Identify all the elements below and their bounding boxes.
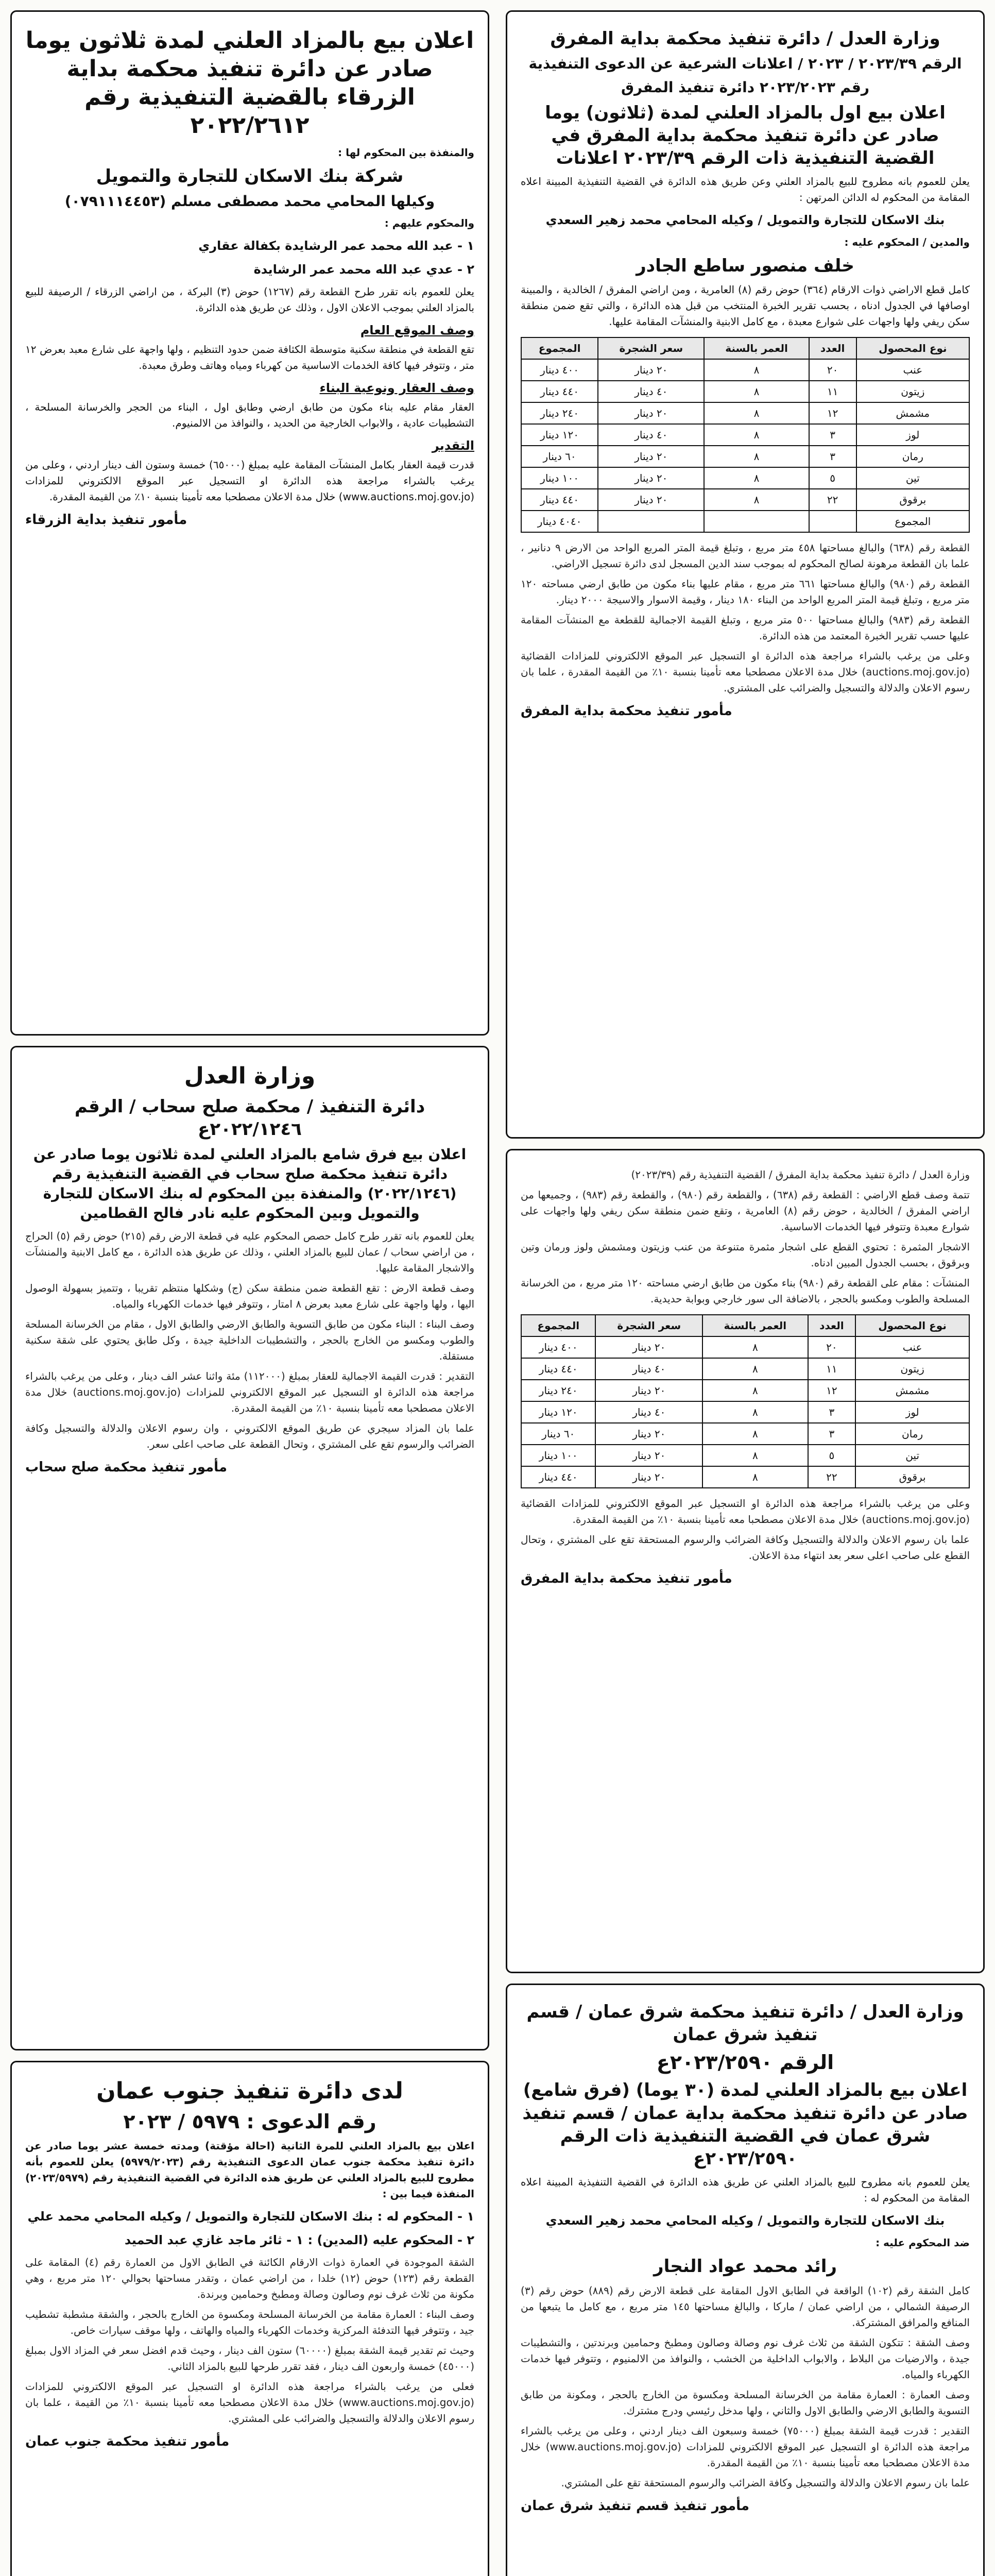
section-title-valuation: التقدير [432,438,474,453]
section-title-building: وصف العقار ونوعية البناء [319,380,474,395]
notice-ministry: وزارة العدل [184,1063,316,1089]
left-column [10,10,489,2576]
table-cell: ٢٤٠ دينار [521,402,598,424]
notice-headline: اعلان بيع بالمزاد العلني لمدة ثلاثون يوما صادر عن دائرة تنفيذ محكمة بداية الزرقاء بالقضية التنفيذية رقم ٢٠٢٢/٢٦١٢ [25,27,474,139]
table-cell: ٨ [702,1445,808,1466]
table-cell: ٤٠ دينار [598,424,704,446]
table-cell: برقوق [855,1466,969,1488]
notice-signature: مأمور تنفيذ محكمة صلح سحاب [25,1459,227,1475]
table-cell: ٤٤٠ دينار [521,489,598,511]
table-cell: ٨ [704,489,809,511]
notice-paragraph: وعلى من يرغب بالشراء مراجعة هذه الدائرة او التسجيل عبر الموقع الالكتروني للمزادات القضائية (auctions.moj.gov.jo) خلال مدة الاعلان مصطحبا معه تأمينا بنسبة ١٠٪ من القيمة المقدرة. [521,1497,970,1526]
table-row [521,1423,969,1445]
table-cell: ٢٠ دينار [595,1423,702,1445]
notice-paragraph: يعلن للعموم بانه تقرر طرح كامل حصص المحكوم عليه في قطعة الارض رقم (٢١٥) حوض رقم (٥) الحراج ، من اراضي سحاب / عمان للبيع بالمزاد العلني ، وذلك عن طريق هذه الدائرة ، مع كامل الابنية والمنشآت والاشجار المقامة عليها. [25,1229,474,1274]
notice-intro: يعلن للعموم بانه مطروح للبيع بالمزاد العلني عن طريق هذه الدائرة في القضية التنفيذية المبينة اعلاه المقامة من المحكوم له : [521,2176,970,2205]
notice-paragraph: القطعة رقم (٦٣٨) والبالغ مساحتها ٤٥٨ متر مربع ، وتبلغ قيمة المتر المربع الواحد من الارض ٩ دنانير ، علما بان القطعة مرهونة لصالح المحكوم له بموجب سند الدين المسجل لدى دائرة تسجيل الاراضي. [521,541,970,570]
table-cell: رمان [856,446,969,467]
notice-mafraq-continuation [506,1149,985,1973]
debtor-label: ضد المحكوم عليه : [876,2236,970,2249]
notice-case-line-2: رقم ٢٠٢٣/٢٠٢٣ دائرة تنفيذ المفرق [621,78,869,96]
notice-paragraph: التقدير : قدرت القيمة الاجمالية للعقار بمبلغ (١١٢٠٠٠) مئة واثنا عشر الف دينار ، وعلى من يرغب بالشراء مراجعة هذه الدائرة او التسجيل عبر الموقع الالكتروني للمزادات (auctions.moj.gov.jo) خلال مدة الاعلان مصطحبا معه تأمينا بنسبة ١٠٪ من القيمة المقدرة. [25,1369,474,1414]
table-cell: ١٢٠ دينار [521,1401,595,1423]
table-cell: ٢٠ دينار [595,1445,702,1466]
trees-table-body [521,1336,969,1488]
table-cell [704,511,809,532]
notice-paragraphs [521,540,970,696]
table-row [521,1358,969,1380]
notice-signature: مأمور تنفيذ محكمة بداية المفرق [521,703,732,719]
table-cell: ٣ [808,1401,856,1423]
notice-paragraph: وحيث تم تقدير قيمة الشقة بمبلغ (٦٠٠٠٠) ستون الف دينار ، وحيث قدم افضل سعر في المزاد الاول بمبلغ (٤٥٠٠٠) خمسة واربعون الف دينار ، فقد تقرر طرحها للبيع بالمزاد الثاني. [25,2344,474,2372]
table-header-cell: سعر الشجرة [595,1315,702,1336]
table-cell: ٨ [702,1358,808,1380]
table-cell: ٢٠ دينار [595,1380,702,1401]
notice-body: يعلن للعموم بانه تقرر طرح القطعة رقم (١٢٦٧) حوض (٣) البركة ، من اراضي الزرقاء / الرصيفة للبيع بالمزاد العلني بموجب الاعلان الاول ، وذلك عن طريق هذه الدائرة. [25,285,474,314]
table-row [521,467,969,489]
table-cell: ٣ [808,1423,856,1445]
notice-south-amman-auction [10,2061,489,2576]
notice-case-line: الرقم ٢٠٢٣/٣٩ / ٢٠٢٣ / اعلانات الشرعية عن الدعوى التنفيذية [528,55,962,73]
table-cell: ١٠٠ دينار [521,467,598,489]
table-cell: ٨ [704,381,809,402]
table-header-cell: نوع المحصول [856,337,969,359]
notice-paragraph: علما بان رسوم الاعلان والدلالة والتسجيل وكافة الضرائب والرسوم المستحقة تقع على المشتري. [561,2477,970,2489]
table-cell: تين [856,467,969,489]
notice-headline: اعلان بيع بالمزاد العلني للمرة الثانية (احالة مؤقتة) ومدته خمسة عشر يوما صادر عن دائرة تنفيذ محكمة جنوب عمان الدعوى التنفيذية رقم (٥٩٧٩/٢٠٢٣) يعلن للعموم بأنه مطروح للبيع بالمزاد العلني عن طريق هذه الدائرة في القضية التنفيذية رقم (٢٠٢٣/٥٩٧٩) المنفذة فيما بين : [25,2140,475,2200]
company-label: والمنفذة بين المحكوم لها : [338,146,474,159]
table-cell: ٢٠ دينار [595,1466,702,1488]
notice-signature: مأمور تنفيذ محكمة جنوب عمان [25,2434,230,2449]
trees-table [521,337,970,533]
trees-table-header [521,1315,969,1336]
table-row [521,511,969,532]
table-row [521,424,969,446]
table-cell: ٢٠ [808,1336,856,1358]
table-cell: ٤٠ دينار [595,1358,702,1380]
table-cell: زيتون [856,381,969,402]
table-row [521,446,969,467]
notice-headline: اعلان بيع فرق شامع بالمزاد العلني لمدة ثلاثون يوما صادر عن دائرة تنفيذ محكمة صلح سحاب في القضية التنفيذية رقم (٢٠٢٢/١٢٤٦) والمنفذة بين المحكوم له بنك الاسكان للتجارة والتمويل وبين المحكوم عليه نادر فالح القطامين [33,1146,467,1222]
notice-paragraph: وصف البناء : العمارة مقامة من الخرسانة المسلحة ومكسوة من الخارج بالحجر ، والشقة مشطبة تشطيب جيد ، وتتوفر فيها التدفئة المركزية وخدمات الكهرباء والمياه والهاتف ، ولها موقف سيارات خاص. [25,2308,474,2336]
table-cell: ١٢٠ دينار [521,424,598,446]
notice-signature: مأمور تنفيذ محكمة بداية المفرق [521,1571,732,1586]
table-cell: ٢٤٠ دينار [521,1380,595,1401]
table-cell: ٨ [702,1401,808,1423]
table-cell: ٤٠ دينار [598,381,704,402]
notice-case-line: دائرة التنفيذ / محكمة صلح سحاب / الرقم ٢٠٢٢/١٢٤٦ع [74,1096,425,1140]
notice-paragraphs [521,2283,970,2491]
table-cell: ٨ [704,359,809,381]
table-cell: ٦٠ دينار [521,1423,595,1445]
section-text-building: العقار مقام عليه بناء مكون من طابق ارضي وطابق اول ، البناء من الحجر والخرسانة المسلحة ، التشطيبات عادية ، والابواب الخارجية من الحديد ، والنوافذ من الالمنيوم. [25,400,474,429]
notice-paragraph: كامل الشقة رقم (١٠٢) الواقعة في الطابق الاول المقامة على قطعة الارض رقم (٨٨٩) حوض رقم (٣) الرصيفة الشمالي ، من اراضي عمان / ماركا ، والبالغ مساحتها ١٤٥ متر مربع ، مع كامل ما يتبعها من المنافع والمرافق المشتركة. [521,2284,970,2329]
table-cell: ١٢ [809,402,856,424]
debtor-label: والمدين / المحكوم عليه : [844,236,970,249]
notice-ministry: وزارة العدل / دائرة تنفيذ محكمة بداية المفرق [550,28,940,49]
table-cell: ٢٠ دينار [598,446,704,467]
section-text-location: تقع القطعة في منطقة سكنية متوسطة الكثافة ضمن حدود التنظيم ، ولها واجهة على شارع معبد بعرض ١٢ متر ، وتتوفر فيها كافة الخدمات الاساسية من كهرباء ومياه وهاتف وطرق معبدة. [25,343,474,371]
table-header-cell: المجموع [521,1315,595,1336]
notice-paragraph: وعلى من يرغب بالشراء مراجعة هذه الدائرة او التسجيل عبر الموقع الالكتروني للمزادات القضائية (auctions.moj.gov.jo) خلال مدة الاعلان مصطحبا معه تأمينا بنسبة ١٠٪ من القيمة المقدرة ، علما بان رسوم الاعلان والدلالة والتسجيل والضرائب على المشتري. [521,649,970,694]
table-cell: رمان [855,1423,969,1445]
notice-paragraph: التقدير : قدرت قيمة الشقة بمبلغ (٧٥٠٠٠) خمسة وسبعون الف دينار اردني ، وعلى من يرغب بالشراء مراجعة هذه الدائرة او التسجيل عبر الموقع الالكتروني للمزادات (www.auctions.moj.gov.jo) خلال مدة الاعلان مصطحبا معه تأمينا بنسبة ١٠٪ من القيمة المقدرة. [521,2425,970,2469]
table-cell: ١٢ [808,1380,856,1401]
table-cell: ٨ [702,1380,808,1401]
notice-paragraph: وزارة العدل / دائرة تنفيذ محكمة بداية المفرق / القضية التنفيذية رقم (٢٠٢٣/٣٩) [631,1168,970,1181]
table-cell: لوز [855,1401,969,1423]
table-cell: ٨ [704,467,809,489]
table-cell: ٢٢ [809,489,856,511]
notice-paragraph: وصف قطعة الارض : تقع القطعة ضمن منطقة سكن (ج) وشكلها منتظم تقريبا ، وتتميز بسهولة الوصول اليها ، ولها واجهة على شارع معبد بعرض ٨ امتار ، وتتوفر فيها خدمات الكهرباء والمياه. [25,1281,474,1310]
creditor-name: بنك الاسكان للتجارة والتمويل / وكيله المحامي محمد زهير السعدي [545,2213,945,2228]
table-cell: ٢٠ دينار [598,359,704,381]
debtor-name: رائد محمد عواد النجار [654,2256,837,2277]
notice-sahab-auction [10,1046,489,2050]
notice-paragraph: القطعة رقم (٩٨٣) والبالغ مساحتها ٥٠٠ متر مربع ، وتبلغ القيمة الاجمالية للقطعة مع المنشآت المقامة عليها حسب تقرير الخبرة المعتمد من هذه الدائرة. [521,613,970,642]
notice-ministry: وزارة العدل / دائرة تنفيذ محكمة شرق عمان / قسم تنفيذ شرق عمان [526,2002,964,2045]
lawyer-name: وكيلها المحامي محمد مصطفى مسلم (٠٧٩١١١٤٤٥٣) [64,193,435,210]
table-cell: تين [855,1445,969,1466]
table-cell: ٦٠ دينار [521,446,598,467]
table-cell: ٨ [704,402,809,424]
company-name: شركة بنك الاسكان للتجارة والتمويل [96,166,404,187]
table-row [521,381,969,402]
table-cell: ٣ [809,424,856,446]
notice-paragraph: علما بان رسوم الاعلان والدلالة والتسجيل وكافة الضرائب والرسوم المستحقة تقع على المشتري ، وتحال القطع على صاحب اعلى سعر بعد انتهاء مدة الاعلان. [521,1533,970,1562]
notice-paragraph: فعلى من يرغب بالشراء مراجعة هذه الدائرة او التسجيل عبر الموقع الالكتروني للمزادات (www.auctions.moj.gov.jo) خلال مدة الاعلان مصطحبا معه تأمينا بنسبة ١٠٪ من القيمة ، علما بان رسوم الاعلان والدلالة والتسجيل والضرائب على المشتري. [25,2380,474,2425]
notice-paragraph: وصف البناء : البناء مكون من طابق التسوية والطابق الارضي والطابق الاول ، مقام من الخرسانة المسلحة والطوب ومكسو من الخارج بالحجر ، والتشطيبات الداخلية جيدة ، وكل طابق يحتوي على شقة سكنية مستقلة. [25,1317,474,1362]
table-cell: ٥ [808,1445,856,1466]
notice-case-number: رقم الدعوى : ٥٩٧٩ / ٢٠٢٣ [123,2110,376,2133]
table-cell: ٢٠ دينار [598,489,704,511]
creditor-name: بنك الاسكان للتجارة والتمويل / وكيله المحامي محمد زهير السعدي [545,213,945,228]
table-row [521,1336,969,1358]
table-cell: ٤٤٠ دينار [521,1466,595,1488]
table-cell: ٤٤٠ دينار [521,1358,595,1380]
notice-headline: اعلان بيع بالمزاد العلني لمدة (٣٠ يوما) (فرق شامع) صادر عن دائرة تنفيذ محكمة بداية عمان / قسم تنفيذ شرق عمان في القضية التنفيذية ذات الرقم ٢٠٢٣/٢٥٩٠ع [522,2080,968,2169]
trees-table-header [521,337,969,359]
notice-paragraph: الاشجار المثمرة : تحتوي القطع على اشجار مثمرة متنوعة من عنب وزيتون ومشمش ولوز ورمان وتين وبرقوق ، بحسب الجدول المبين ادناه. [521,1241,970,1269]
notice-headline: اعلان بيع اول بالمزاد العلني لمدة (ثلاثون) يوما صادر عن دائرة تنفيذ محكمة بداية المفرق في القضية التنفيذية ذات الرقم ٢٠٢٣/٣٩ اعلانات [545,102,946,169]
table-row [521,1380,969,1401]
notice-paragraph: الشقة الموجودة في العمارة ذوات الارقام الكائنة في الطابق الاول من العمارة رقم (٤) المقامة على القطعة رقم (١٢٣) حوض (١٢) خلدا ، من اراضي عمان ، وتقدر مساحتها بحوالي ١٢٠ متر مربع ، وهي مكونة من ثلاث غرف نوم وصالون وصالة ومطبخ وحمامين وبرندة. [25,2256,474,2300]
table-cell: مشمش [855,1380,969,1401]
section-text-valuation: قدرت قيمة العقار بكامل المنشآت المقامة عليه بمبلغ (٦٥٠٠٠) خمسة وستون الف دينار اردني ، وعلى من يرغب بالشراء مراجعة هذه الدائرة او التسجيل عبر الموقع الالكتروني للمزادات (www.auctions.moj.gov.jo) خلال مدة الاعلان مصطحبا معه تأمينا بنسبة ١٠٪ من القيمة المقدرة. [25,458,474,503]
notice-paragraph: وصف الشقة : تتكون الشقة من ثلاث غرف نوم وصالة وصالون ومطبخ وحمامين وبرندتين ، والتشطيبات جيدة ، والارضيات من البلاط ، والابواب الداخلية من الخشب ، والنوافذ من الالمنيوم ، وتتوفر فيها خدمات الكهرباء والمياه. [521,2336,970,2381]
table-cell: ٤٤٠ دينار [521,381,598,402]
notice-paragraph: علما بان المزاد سيجري عن طريق الموقع الالكتروني ، وان رسوم الاعلان والدلالة والتسجيل وكافة الضرائب والرسوم تقع على المشتري ، وتحال القطعة على صاحب اعلى سعر. [25,1421,474,1450]
table-cell: ٨ [704,446,809,467]
table-cell: زيتون [855,1358,969,1380]
notice-paragraph: المنشآت : مقام على القطعة رقم (٩٨٠) بناء مكون من طابق ارضي مساحته ١٢٠ متر مربع ، من الخرسانة المسلحة والطوب ومكسو بالحجر ، بالاضافة الى سور خارجي وبوابة حديدية. [521,1277,970,1305]
table-cell [598,511,704,532]
table-row [521,1401,969,1423]
trees-table-body [521,359,969,532]
notice-paragraphs [25,1228,474,1452]
table-cell: ١١ [809,381,856,402]
table-header-cell: العمر بالسنة [704,337,809,359]
table-header-cell: المجموع [521,337,598,359]
section-title-location: وصف الموقع العام [360,323,474,337]
notice-paragraphs [521,1496,970,1564]
notice-paragraph: تتمة وصف قطع الاراضي : القطعة رقم (٦٣٨) ، والقطعة رقم (٩٨٠) ، والقطعة رقم (٩٨٣) ، وجميعها من اراضي المفرق / الخالدية ، حوض رقم (٨) العامرية ، وتقع ضمن منطقة سكن ريفي ولها واجهات على شوارع معبدة وتتوفر فيها الخدمات الاساسية. [521,1189,970,1233]
trees-table [521,1314,970,1488]
table-cell: ١٠٠ دينار [521,1445,595,1466]
notice-body: كامل قطع الاراضي ذوات الارقام (٣٦٤) حوض رقم (٨) العامرية ، ومن اراضي المفرق / الخالدية ، والمبينة اوصافها في الجدول ادناه ، بحسب تقرير الخبرة المنتخب من قبل هذه الدائرة ، والتي تقع ضمن منطقة سكن ريفي ولها واجهات على شوارع معبدة ، مع كامل الابنية والمنشآت المقامة عليها. [521,283,970,328]
defendant-item: ١ - عبد الله محمد عمر الرشايدة بكفالة عقاري [198,238,474,253]
table-cell: ٣ [809,446,856,467]
table-cell: المجموع [856,511,969,532]
notice-paragraphs [25,2255,474,2427]
table-cell: ١١ [808,1358,856,1380]
table-cell: ٢٠ دينار [598,402,704,424]
notice-signature: مأمور تنفيذ بداية الزرقاء [25,512,187,528]
defendants-label: والمحكوم عليهم : [384,216,474,229]
table-cell: ٨ [702,1336,808,1358]
table-cell: مشمش [856,402,969,424]
table-row [521,402,969,424]
table-cell: عنب [855,1336,969,1358]
party-item: ١ - المحكوم له : بنك الاسكان للتجارة والتمويل / وكيله المحامي محمد علي [27,2209,474,2224]
table-row [521,1445,969,1466]
table-cell: ٤٠ دينار [595,1401,702,1423]
table-row [521,359,969,381]
table-cell: ٥ [809,467,856,489]
table-row [521,489,969,511]
table-cell: ٨ [702,1423,808,1445]
notice-paragraphs [521,1167,970,1307]
table-header-cell: العمر بالسنة [702,1315,808,1336]
notice-zarqa-auction [10,10,489,1036]
right-column [506,10,985,2576]
table-cell: ٨ [702,1466,808,1488]
defendant-item: ٢ - عدي عبد الله محمد عمر الرشايدة [253,262,474,277]
party-item: ٢ - المحكوم عليه (المدين) : ١ - ثائر ماجد غازي عبد الحميد [124,2233,474,2247]
table-cell: لوز [856,424,969,446]
notice-east-amman-auction [506,1984,985,2576]
table-header-cell: سعر الشجرة [598,337,704,359]
notice-paragraph: القطعة رقم (٩٨٠) والبالغ مساحتها ٦٦١ متر مربع ، مقام عليها بناء مكون من طابق ارضي مساحته ١٢٠ متر مربع ، وتبلغ قيمة المتر المربع الواحد من البناء ١٨٠ دينار ، وقيمة الاسوار والاسيجة ٢٠٠٠ دينار. [521,577,970,606]
notice-case-number: الرقم ٢٠٢٣/٢٥٩٠ع [656,2051,834,2074]
table-cell: ٨ [704,424,809,446]
table-cell: ٤٠٠ دينار [521,1336,595,1358]
notice-court: لدى دائرة تنفيذ جنوب عمان [96,2078,403,2104]
table-cell: برقوق [856,489,969,511]
notice-intro: يعلن للعموم بانه مطروح للبيع بالمزاد العلني وعن طريق هذه الدائرة في القضية التنفيذية المبينة اعلاه المقامة من المحكوم له الدائن المرتهن : [521,175,970,204]
table-cell: ٤٠٤٠ دينار [521,511,598,532]
table-header-cell: نوع المحصول [855,1315,969,1336]
table-cell: ٢٢ [808,1466,856,1488]
table-cell: عنب [856,359,969,381]
table-header-cell: العدد [809,337,856,359]
table-header-cell: العدد [808,1315,856,1336]
table-cell [809,511,856,532]
table-cell: ٢٠ دينار [598,467,704,489]
notice-signature: مأمور تنفيذ قسم تنفيذ شرق عمان [521,2498,749,2514]
notice-paragraph: وصف العمارة : العمارة مقامة من الخرسانة المسلحة ومكسوة من الخارج بالحجر ، ومكونة من طابق التسوية والطابق الارضي والطابق الاول والثاني ، ولها مدخل رئيسي ودرج مشترك. [521,2388,970,2417]
table-cell: ٢٠ [809,359,856,381]
table-cell: ٤٠٠ دينار [521,359,598,381]
debtor-name: خلف منصور ساطع الجادر [636,256,854,277]
table-row [521,1466,969,1488]
table-cell: ٢٠ دينار [595,1336,702,1358]
notice-mafraq-auction [506,10,985,1139]
